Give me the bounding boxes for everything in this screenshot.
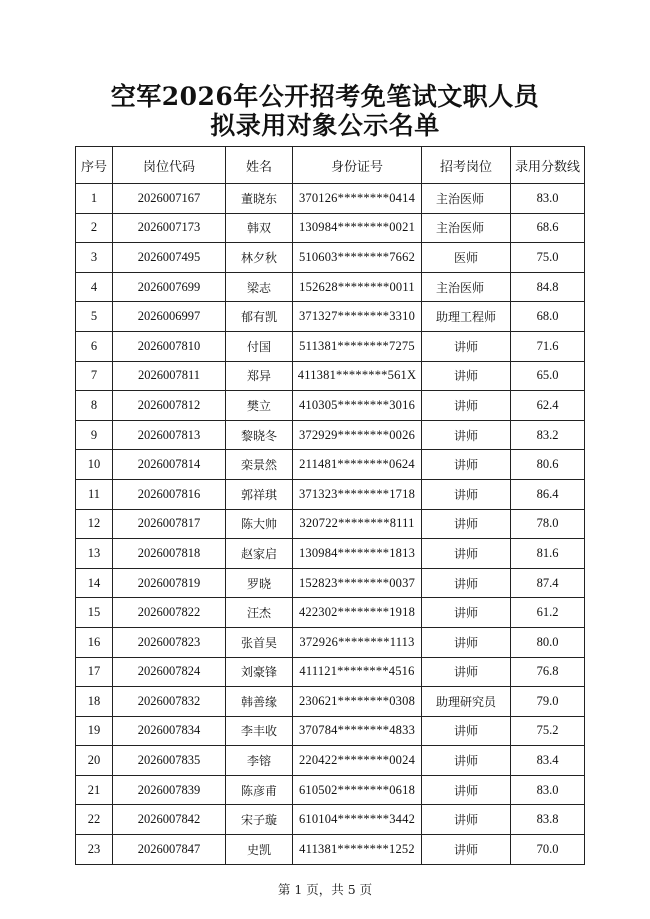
id-number-cell: 370784********4833 [293,716,422,746]
position-cell: 医师 [422,243,511,273]
serial-cell: 2 [76,213,113,243]
id-number-cell: 152628********0011 [293,272,422,302]
position-code-cell: 2026006997 [113,302,226,332]
position-code-cell: 2026007813 [113,420,226,450]
position-cell: 讲师 [422,835,511,865]
position-cell: 讲师 [422,450,511,480]
position-cell: 讲师 [422,627,511,657]
serial-cell: 17 [76,657,113,687]
position-cell: 讲师 [422,657,511,687]
position-code-cell: 2026007699 [113,272,226,302]
serial-cell: 23 [76,835,113,865]
score-cell: 79.0 [511,687,585,717]
position-cell: 主治医师 [422,272,511,302]
name-cell: 赵家启 [226,539,293,569]
table-row [76,184,585,214]
score-cell: 80.0 [511,627,585,657]
position-code-cell: 2026007495 [113,243,226,273]
serial-cell: 9 [76,420,113,450]
page-number: 第 1 页，共 5 页 [277,882,373,897]
position-cell: 讲师 [422,479,511,509]
position-code-cell: 2026007811 [113,361,226,391]
serial-cell: 16 [76,627,113,657]
id-number-cell: 610104********3442 [293,805,422,835]
name-cell: 郭祥琪 [226,479,293,509]
position-cell: 助理研究员 [422,687,511,717]
serial-cell: 5 [76,302,113,332]
name-cell: 陈大帅 [226,509,293,539]
header-recruitment-position: 招考岗位 [422,147,511,184]
name-cell: 罗晓 [226,568,293,598]
name-cell: 李丰收 [226,716,293,746]
table-row [76,331,585,361]
name-cell: 郁有凯 [226,302,293,332]
position-code-cell: 2026007816 [113,479,226,509]
position-code-cell: 2026007839 [113,775,226,805]
position-code-cell: 2026007810 [113,331,226,361]
position-code-cell: 2026007814 [113,450,226,480]
score-cell: 75.0 [511,243,585,273]
serial-cell: 19 [76,716,113,746]
serial-cell: 3 [76,243,113,273]
position-code-cell: 2026007167 [113,184,226,214]
id-number-cell: 370126********0414 [293,184,422,214]
position-cell: 讲师 [422,805,511,835]
id-number-cell: 422302********1918 [293,598,422,628]
table-row [76,243,585,273]
position-cell: 讲师 [422,746,511,776]
name-cell: 韩善缘 [226,687,293,717]
position-cell: 讲师 [422,509,511,539]
position-cell: 主治医师 [422,184,511,214]
score-cell: 68.6 [511,213,585,243]
position-cell: 讲师 [422,331,511,361]
id-number-cell: 152823********0037 [293,568,422,598]
serial-cell: 22 [76,805,113,835]
table-row [76,391,585,421]
name-cell: 樊立 [226,391,293,421]
name-cell: 董晓东 [226,184,293,214]
id-number-cell: 411381********561X [293,361,422,391]
position-code-cell: 2026007817 [113,509,226,539]
name-cell: 郑异 [226,361,293,391]
candidate-table [75,146,585,865]
serial-cell: 14 [76,568,113,598]
position-cell: 讲师 [422,391,511,421]
id-number-cell: 411381********1252 [293,835,422,865]
table-row [76,302,585,332]
position-code-cell: 2026007824 [113,657,226,687]
serial-cell: 8 [76,391,113,421]
header-id-number: 身份证号 [293,147,422,184]
id-number-cell: 411121********4516 [293,657,422,687]
position-code-cell: 2026007834 [113,716,226,746]
position-cell: 讲师 [422,361,511,391]
table-row [76,479,585,509]
table-row [76,539,585,569]
position-code-cell: 2026007823 [113,627,226,657]
name-cell: 宋子璇 [226,805,293,835]
document-title-line-2: 拟录用对象公示名单 [210,111,440,140]
table-row [76,805,585,835]
table-row [76,716,585,746]
table-row [76,420,585,450]
position-cell: 讲师 [422,568,511,598]
name-cell: 梁志 [226,272,293,302]
position-code-cell: 2026007173 [113,213,226,243]
table-row [76,687,585,717]
score-cell: 65.0 [511,361,585,391]
score-cell: 76.8 [511,657,585,687]
name-cell: 付国 [226,331,293,361]
score-cell: 83.0 [511,775,585,805]
position-cell: 讲师 [422,598,511,628]
position-code-cell: 2026007812 [113,391,226,421]
table-row [76,272,585,302]
score-cell: 61.2 [511,598,585,628]
table-row [76,213,585,243]
document-title-line-1: 空军2026年公开招考免笔试文职人员 [110,82,540,111]
serial-cell: 13 [76,539,113,569]
id-number-cell: 511381********7275 [293,331,422,361]
position-cell: 讲师 [422,420,511,450]
position-code-cell: 2026007818 [113,539,226,569]
position-code-cell: 2026007847 [113,835,226,865]
serial-cell: 6 [76,331,113,361]
score-cell: 81.6 [511,539,585,569]
serial-cell: 11 [76,479,113,509]
name-cell: 李镕 [226,746,293,776]
serial-cell: 1 [76,184,113,214]
serial-cell: 21 [76,775,113,805]
table-row [76,361,585,391]
header-name: 姓名 [226,147,293,184]
id-number-cell: 372929********0026 [293,420,422,450]
table-header-row [76,147,585,184]
serial-cell: 15 [76,598,113,628]
score-cell: 84.8 [511,272,585,302]
serial-cell: 12 [76,509,113,539]
score-cell: 83.4 [511,746,585,776]
name-cell: 黎晓冬 [226,420,293,450]
score-cell: 83.2 [511,420,585,450]
position-code-cell: 2026007842 [113,805,226,835]
name-cell: 张首昊 [226,627,293,657]
header-position-code: 岗位代码 [113,147,226,184]
name-cell: 韩双 [226,213,293,243]
score-cell: 86.4 [511,479,585,509]
position-cell: 讲师 [422,775,511,805]
id-number-cell: 371327********3310 [293,302,422,332]
id-number-cell: 510603********7662 [293,243,422,273]
score-cell: 80.6 [511,450,585,480]
score-cell: 70.0 [511,835,585,865]
position-cell: 助理工程师 [422,302,511,332]
table-row [76,835,585,865]
id-number-cell: 211481********0624 [293,450,422,480]
position-code-cell: 2026007835 [113,746,226,776]
table-row [76,657,585,687]
id-number-cell: 130984********0021 [293,213,422,243]
position-code-cell: 2026007819 [113,568,226,598]
table-row [76,746,585,776]
id-number-cell: 320722********8111 [293,509,422,539]
table-row [76,450,585,480]
id-number-cell: 371323********1718 [293,479,422,509]
score-cell: 75.2 [511,716,585,746]
id-number-cell: 220422********0024 [293,746,422,776]
name-cell: 陈彦甫 [226,775,293,805]
name-cell: 汪杰 [226,598,293,628]
score-cell: 71.6 [511,331,585,361]
serial-cell: 10 [76,450,113,480]
name-cell: 林夕秋 [226,243,293,273]
table-row [76,627,585,657]
name-cell: 栾景然 [226,450,293,480]
score-cell: 68.0 [511,302,585,332]
header-admission-score: 录用分数线 [511,147,585,184]
serial-cell: 4 [76,272,113,302]
table-body [76,184,585,865]
position-cell: 讲师 [422,539,511,569]
header-serial-number: 序号 [76,147,113,184]
id-number-cell: 372926********1113 [293,627,422,657]
id-number-cell: 230621********0308 [293,687,422,717]
name-cell: 史凯 [226,835,293,865]
score-cell: 83.0 [511,184,585,214]
table-row [76,598,585,628]
id-number-cell: 130984********1813 [293,539,422,569]
serial-cell: 20 [76,746,113,776]
serial-cell: 18 [76,687,113,717]
position-cell: 主治医师 [422,213,511,243]
score-cell: 62.4 [511,391,585,421]
serial-cell: 7 [76,361,113,391]
position-cell: 讲师 [422,716,511,746]
score-cell: 78.0 [511,509,585,539]
id-number-cell: 410305********3016 [293,391,422,421]
table-row [76,568,585,598]
position-code-cell: 2026007822 [113,598,226,628]
position-code-cell: 2026007832 [113,687,226,717]
table-row [76,509,585,539]
table-row [76,775,585,805]
name-cell: 刘豪锋 [226,657,293,687]
score-cell: 83.8 [511,805,585,835]
id-number-cell: 610502********0618 [293,775,422,805]
score-cell: 87.4 [511,568,585,598]
